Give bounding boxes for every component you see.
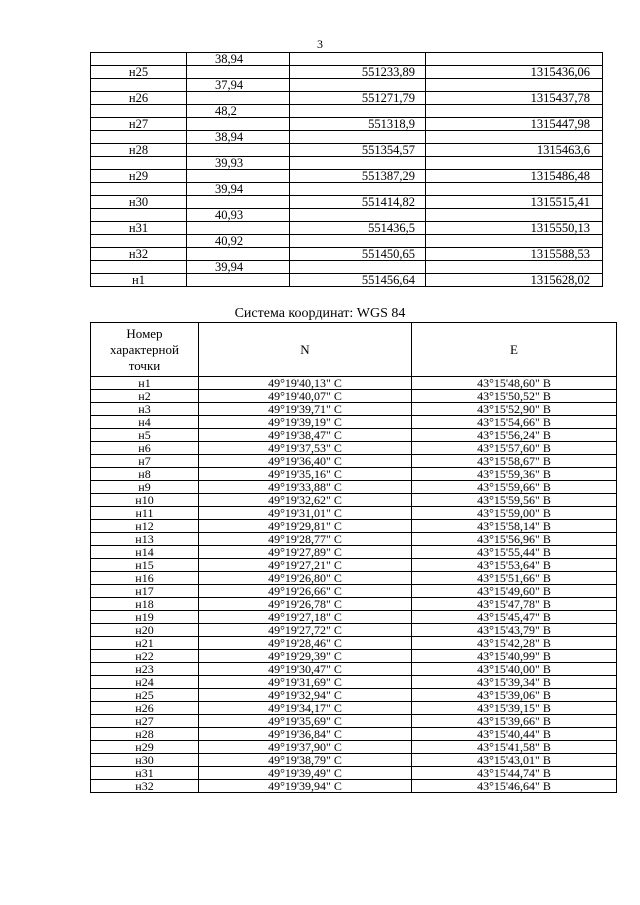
x-coordinate-cell: 551414,82 [290, 196, 426, 209]
wgs84-row [91, 780, 617, 793]
latitude-cell: 49°19'40,07" С [199, 390, 412, 403]
wgs84-row [91, 624, 617, 637]
x-coordinate-cell: 551233,89 [290, 66, 426, 79]
point-name-cell: н1 [91, 377, 199, 390]
point-name-cell: н6 [91, 442, 199, 455]
empty-cell [290, 105, 426, 118]
longitude-cell: 43°15'47,78" В [412, 598, 617, 611]
longitude-cell: 43°15'39,06" В [412, 689, 617, 702]
wgs84-row [91, 390, 617, 403]
latitude-cell: 49°19'36,40" С [199, 455, 412, 468]
latitude-cell: 49°19'27,72" С [199, 624, 412, 637]
latitude-cell: 49°19'26,78" С [199, 598, 412, 611]
empty-cell [187, 222, 290, 235]
empty-cell [187, 248, 290, 261]
empty-cell [187, 170, 290, 183]
header-e: E [412, 323, 617, 377]
longitude-cell: 43°15'41,58" В [412, 741, 617, 754]
latitude-cell: 49°19'28,46" С [199, 637, 412, 650]
wgs84-row [91, 377, 617, 390]
latitude-cell: 49°19'26,66" С [199, 585, 412, 598]
point-name-cell: н5 [91, 429, 199, 442]
point-row [91, 196, 603, 209]
wgs84-row [91, 559, 617, 572]
point-name-cell: н20 [91, 624, 199, 637]
longitude-cell: 43°15'59,66" В [412, 481, 617, 494]
empty-cell [187, 196, 290, 209]
point-name-cell: н12 [91, 520, 199, 533]
wgs84-row [91, 598, 617, 611]
point-name-cell: н27 [91, 715, 199, 728]
wgs84-row [91, 507, 617, 520]
distance-cell: 39,93 [187, 157, 290, 170]
empty-cell [91, 105, 187, 118]
x-coordinate-cell: 551387,29 [290, 170, 426, 183]
point-name-cell: н32 [91, 248, 187, 261]
y-coordinate-cell: 1315515,41 [426, 196, 603, 209]
longitude-cell: 43°15'45,47" В [412, 611, 617, 624]
latitude-cell: 49°19'35,16" С [199, 468, 412, 481]
page-number: 3 [317, 37, 323, 51]
latitude-cell: 49°19'33,88" С [199, 481, 412, 494]
wgs84-row [91, 728, 617, 741]
point-name-cell: н14 [91, 546, 199, 559]
x-coordinate-cell: 551450,65 [290, 248, 426, 261]
longitude-cell: 43°15'56,24" В [412, 429, 617, 442]
latitude-cell: 49°19'37,53" С [199, 442, 412, 455]
distance-cell: 40,93 [187, 209, 290, 222]
point-name-cell: н28 [91, 144, 187, 157]
longitude-cell: 43°15'59,00" В [412, 507, 617, 520]
longitude-cell: 43°15'39,66" В [412, 715, 617, 728]
empty-cell [91, 53, 187, 66]
y-coordinate-cell: 1315588,53 [426, 248, 603, 261]
wgs84-table [90, 322, 617, 793]
point-name-cell: н1 [91, 274, 187, 287]
wgs84-row [91, 546, 617, 559]
y-coordinate-cell: 1315447,98 [426, 118, 603, 131]
wgs84-row [91, 429, 617, 442]
empty-cell [426, 105, 603, 118]
latitude-cell: 49°19'26,80" С [199, 572, 412, 585]
wgs84-row [91, 637, 617, 650]
point-row [91, 118, 603, 131]
empty-cell [426, 53, 603, 66]
distance-row [91, 105, 603, 118]
point-name-cell: н3 [91, 403, 199, 416]
wgs84-row [91, 416, 617, 429]
latitude-cell: 49°19'40,13" С [199, 377, 412, 390]
point-name-cell: н17 [91, 585, 199, 598]
empty-cell [426, 209, 603, 222]
longitude-cell: 43°15'51,66" В [412, 572, 617, 585]
empty-cell [187, 66, 290, 79]
empty-cell [290, 157, 426, 170]
empty-cell [290, 209, 426, 222]
point-name-cell: н31 [91, 767, 199, 780]
wgs84-table-body [91, 377, 617, 793]
longitude-cell: 43°15'39,15" В [412, 702, 617, 715]
empty-cell [187, 118, 290, 131]
wgs84-row [91, 741, 617, 754]
y-coordinate-cell: 1315550,13 [426, 222, 603, 235]
longitude-cell: 43°15'40,00" В [412, 663, 617, 676]
empty-cell [426, 183, 603, 196]
longitude-cell: 43°15'40,99" В [412, 650, 617, 663]
latitude-cell: 49°19'31,01" С [199, 507, 412, 520]
point-row [91, 170, 603, 183]
latitude-cell: 49°19'38,79" С [199, 754, 412, 767]
point-name-cell: н18 [91, 598, 199, 611]
latitude-cell: 49°19'38,47" С [199, 429, 412, 442]
latitude-cell: 49°19'27,18" С [199, 611, 412, 624]
longitude-cell: 43°15'55,44" В [412, 546, 617, 559]
distance-row [91, 53, 603, 66]
point-name-cell: н7 [91, 455, 199, 468]
wgs84-row [91, 572, 617, 585]
distance-cell: 40,92 [187, 235, 290, 248]
empty-cell [187, 92, 290, 105]
y-coordinate-cell: 1315436,06 [426, 66, 603, 79]
coordinates-table-body [91, 53, 603, 287]
wgs84-row [91, 702, 617, 715]
distance-row [91, 261, 603, 274]
wgs84-row [91, 455, 617, 468]
x-coordinate-cell: 551354,57 [290, 144, 426, 157]
wgs84-row [91, 403, 617, 416]
empty-cell [426, 79, 603, 92]
point-row [91, 248, 603, 261]
wgs84-table-header [91, 323, 617, 377]
y-coordinate-cell: 1315437,78 [426, 92, 603, 105]
distance-cell: 39,94 [187, 183, 290, 196]
coordinates-table [90, 52, 603, 287]
y-coordinate-cell: 1315486,48 [426, 170, 603, 183]
distance-cell: 38,94 [187, 131, 290, 144]
empty-cell [91, 183, 187, 196]
y-coordinate-cell: 1315628,02 [426, 274, 603, 287]
x-coordinate-cell: 551271,79 [290, 92, 426, 105]
point-name-cell: н30 [91, 196, 187, 209]
distance-row [91, 79, 603, 92]
latitude-cell: 49°19'30,47" С [199, 663, 412, 676]
wgs84-row [91, 689, 617, 702]
longitude-cell: 43°15'54,66" В [412, 416, 617, 429]
point-name-cell: н8 [91, 468, 199, 481]
empty-cell [290, 79, 426, 92]
distance-row [91, 157, 603, 170]
point-name-cell: н25 [91, 689, 199, 702]
distance-cell: 38,94 [187, 53, 290, 66]
y-coordinate-cell: 1315463,6 [426, 144, 603, 157]
longitude-cell: 43°15'59,36" В [412, 468, 617, 481]
empty-cell [426, 131, 603, 144]
empty-cell [426, 157, 603, 170]
longitude-cell: 43°15'49,60" В [412, 585, 617, 598]
wgs84-row [91, 520, 617, 533]
latitude-cell: 49°19'31,69" С [199, 676, 412, 689]
point-name-cell: н10 [91, 494, 199, 507]
empty-cell [290, 235, 426, 248]
x-coordinate-cell: 551456,64 [290, 274, 426, 287]
longitude-cell: 43°15'48,60" В [412, 377, 617, 390]
point-row [91, 144, 603, 157]
longitude-cell: 43°15'59,56" В [412, 494, 617, 507]
empty-cell [290, 261, 426, 274]
empty-cell [426, 261, 603, 274]
point-name-cell: н29 [91, 170, 187, 183]
point-name-cell: н25 [91, 66, 187, 79]
point-name-cell: н16 [91, 572, 199, 585]
point-row [91, 66, 603, 79]
longitude-cell: 43°15'44,74" В [412, 767, 617, 780]
longitude-cell: 43°15'50,52" В [412, 390, 617, 403]
latitude-cell: 49°19'32,94" С [199, 689, 412, 702]
point-name-cell: н21 [91, 637, 199, 650]
empty-cell [187, 144, 290, 157]
latitude-cell: 49°19'39,19" С [199, 416, 412, 429]
empty-cell [91, 131, 187, 144]
empty-cell [91, 157, 187, 170]
latitude-cell: 49°19'35,69" С [199, 715, 412, 728]
latitude-cell: 49°19'29,81" С [199, 520, 412, 533]
distance-row [91, 209, 603, 222]
empty-cell [91, 209, 187, 222]
x-coordinate-cell: 551436,5 [290, 222, 426, 235]
header-row [91, 323, 617, 377]
wgs84-row [91, 676, 617, 689]
point-name-cell: н26 [91, 92, 187, 105]
empty-cell [290, 131, 426, 144]
empty-cell [290, 53, 426, 66]
point-name-cell: н4 [91, 416, 199, 429]
wgs84-row [91, 611, 617, 624]
point-name-cell: н23 [91, 663, 199, 676]
latitude-cell: 49°19'27,21" С [199, 559, 412, 572]
longitude-cell: 43°15'42,28" В [412, 637, 617, 650]
empty-cell [426, 235, 603, 248]
wgs84-row [91, 663, 617, 676]
latitude-cell: 49°19'27,89" С [199, 546, 412, 559]
point-name-cell: н2 [91, 390, 199, 403]
wgs84-row [91, 767, 617, 780]
header-point-number: Номер характерной точки [91, 323, 199, 377]
latitude-cell: 49°19'28,77" С [199, 533, 412, 546]
latitude-cell: 49°19'39,49" С [199, 767, 412, 780]
empty-cell [91, 79, 187, 92]
distance-row [91, 235, 603, 248]
longitude-cell: 43°15'39,34" В [412, 676, 617, 689]
point-name-cell: н9 [91, 481, 199, 494]
point-row [91, 222, 603, 235]
wgs84-row [91, 650, 617, 663]
distance-cell: 48,2 [187, 105, 290, 118]
point-name-cell: н15 [91, 559, 199, 572]
wgs84-row [91, 533, 617, 546]
point-name-cell: н30 [91, 754, 199, 767]
longitude-cell: 43°15'43,01" В [412, 754, 617, 767]
wgs84-row [91, 442, 617, 455]
latitude-cell: 49°19'29,39" С [199, 650, 412, 663]
header-n: N [199, 323, 412, 377]
point-row [91, 274, 603, 287]
x-coordinate-cell: 551318,9 [290, 118, 426, 131]
point-name-cell: н28 [91, 728, 199, 741]
latitude-cell: 49°19'39,94" С [199, 780, 412, 793]
longitude-cell: 43°15'40,44" В [412, 728, 617, 741]
longitude-cell: 43°15'52,90" В [412, 403, 617, 416]
point-name-cell: н19 [91, 611, 199, 624]
longitude-cell: 43°15'43,79" В [412, 624, 617, 637]
latitude-cell: 49°19'32,62" С [199, 494, 412, 507]
longitude-cell: 43°15'53,64" В [412, 559, 617, 572]
wgs84-row [91, 754, 617, 767]
point-name-cell: н27 [91, 118, 187, 131]
latitude-cell: 49°19'37,90" С [199, 741, 412, 754]
point-row [91, 92, 603, 105]
distance-row [91, 183, 603, 196]
wgs84-row [91, 468, 617, 481]
wgs84-row [91, 585, 617, 598]
point-name-cell: н11 [91, 507, 199, 520]
empty-cell [187, 274, 290, 287]
distance-cell: 37,94 [187, 79, 290, 92]
empty-cell [91, 235, 187, 248]
point-name-cell: н22 [91, 650, 199, 663]
distance-row [91, 131, 603, 144]
latitude-cell: 49°19'36,84" С [199, 728, 412, 741]
longitude-cell: 43°15'58,14" В [412, 520, 617, 533]
point-name-cell: н29 [91, 741, 199, 754]
latitude-cell: 49°19'34,17" С [199, 702, 412, 715]
wgs84-row [91, 715, 617, 728]
point-name-cell: н31 [91, 222, 187, 235]
point-name-cell: н26 [91, 702, 199, 715]
empty-cell [91, 261, 187, 274]
longitude-cell: 43°15'58,67" В [412, 455, 617, 468]
point-name-cell: н13 [91, 533, 199, 546]
latitude-cell: 49°19'39,71" С [199, 403, 412, 416]
wgs84-row [91, 494, 617, 507]
wgs84-row [91, 481, 617, 494]
longitude-cell: 43°15'56,96" В [412, 533, 617, 546]
longitude-cell: 43°15'46,64" В [412, 780, 617, 793]
distance-cell: 39,94 [187, 261, 290, 274]
empty-cell [290, 183, 426, 196]
coordinate-system-caption: Система координат: WGS 84 [234, 306, 406, 321]
point-name-cell: н24 [91, 676, 199, 689]
point-name-cell: н32 [91, 780, 199, 793]
longitude-cell: 43°15'57,60" В [412, 442, 617, 455]
